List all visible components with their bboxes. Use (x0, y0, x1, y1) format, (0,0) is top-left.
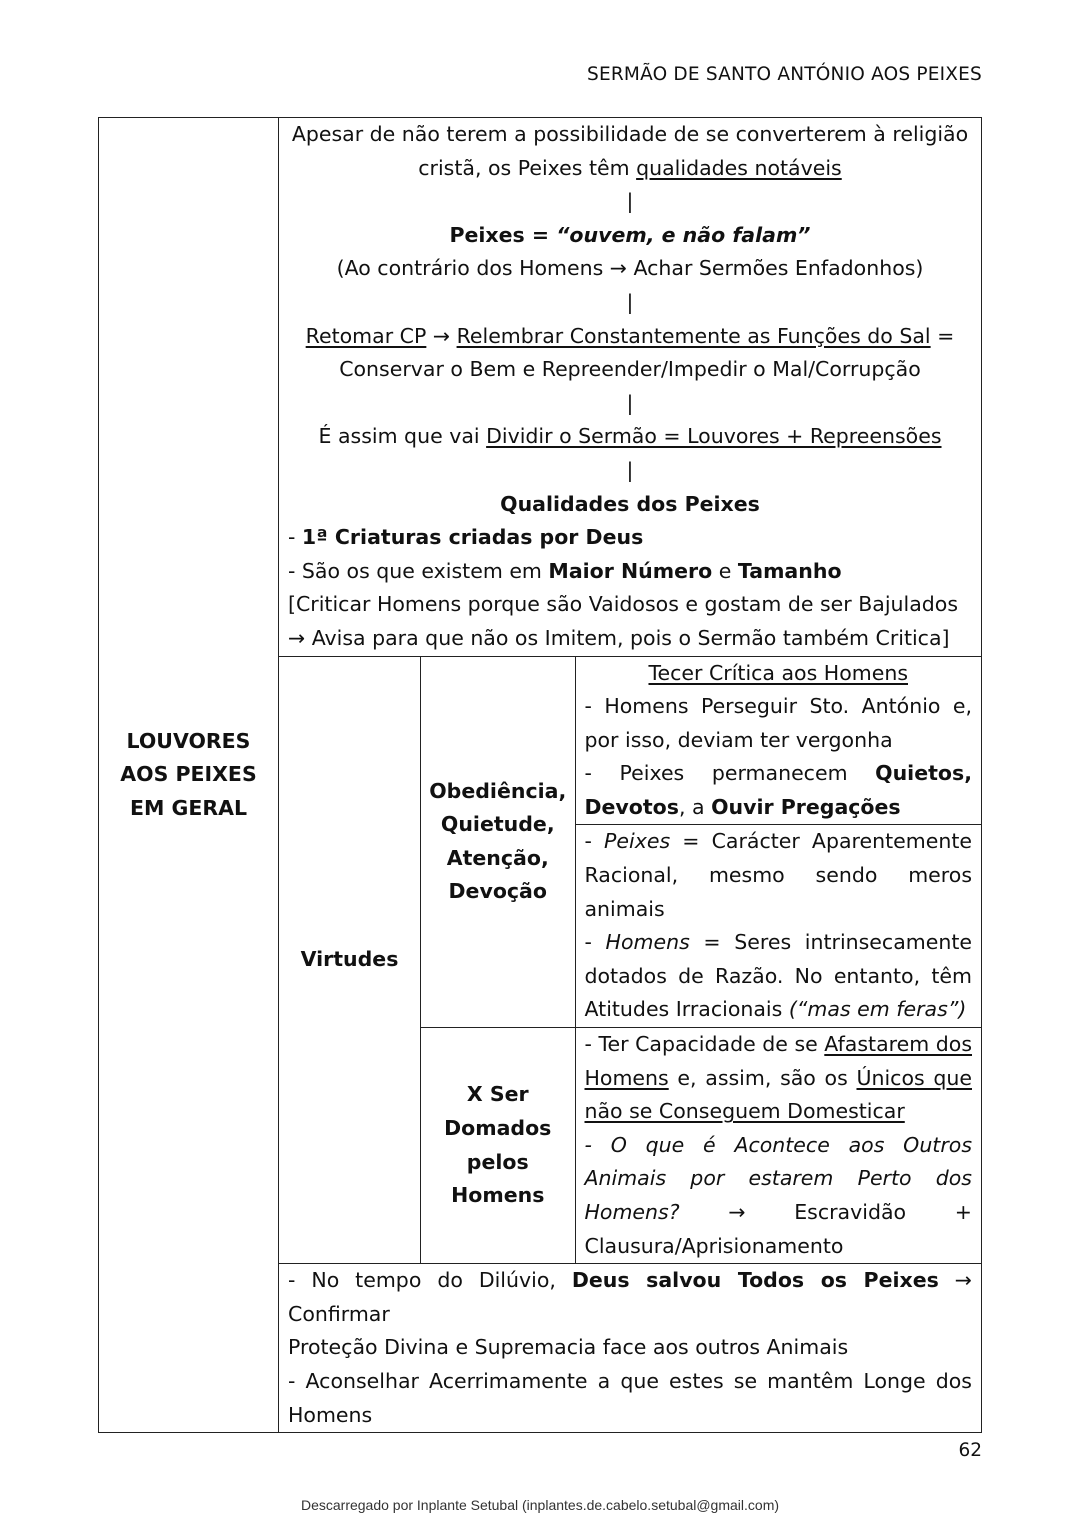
connector-bar: | (626, 189, 634, 214)
summary-table (98, 117, 982, 1433)
qualidade-item: - 1ª Criaturas criadas por Deus (288, 525, 644, 550)
virtudes-inner-table (421, 657, 981, 1264)
connector-bar: | (626, 457, 634, 482)
critica-title: Tecer Crítica aos Homens (648, 660, 908, 685)
retomar-line: Retomar CP → Relembrar Constantemente as Funções do Sal = (305, 323, 955, 348)
download-footer: Descarregado por Inplante Setubal (inplantes.de.cabelo.setubal@gmail.com) (300, 1497, 780, 1513)
section-label-line: EM GERAL (129, 795, 248, 820)
connector-bar: | (626, 289, 634, 314)
dividir-line: É assim que vai Dividir o Sermão = Louvores + Repreensões (318, 424, 942, 449)
qualidade-item: - São os que existem em Maior Número e Tamanho (288, 558, 842, 583)
racional-block: - Peixes = Carácter Aparentemente Racional, mesmo sendo meros animais - Homens = Seres intrinsecamente dotados de Razão. No entanto, têm Atitudes Irracionais (“mas em feras”) (575, 825, 981, 1028)
intro-cell (279, 118, 982, 657)
virtudes-label: Virtudes (300, 947, 399, 972)
qualidades-title: Qualidades dos Peixes (500, 491, 760, 516)
closing-cell: - No tempo do Dilúvio, Deus salvou Todos os Peixes → Confirmar Proteção Divina e Supremacia face aos outros Animais - Aconselhar Acerrimamente a que estes se mantêm Longe dos Homens (279, 1264, 982, 1433)
section-label-cell (99, 118, 279, 1433)
virtudes-label-cell (279, 656, 421, 1264)
arrow-icon: → (728, 1200, 746, 1224)
page-number: 62 (958, 1440, 982, 1461)
critica-block: Tecer Crítica aos Homens - Homens Perseguir Sto. António e, por isso, deviam ter vergonha - Peixes permanecem Quietos, Devotos, a Ouvir Pregações (575, 657, 981, 825)
intro-line: cristã, os Peixes têm qualidades notáveis (418, 155, 842, 180)
virtue-group-label: Obediência, Quietude, Atenção, Devoção (421, 657, 575, 1028)
intro-line: Apesar de não terem a possibilidade de se converterem à religião (291, 122, 969, 146)
conservar-line: Conservar o Bem e Repreender/Impedir o Mal/Corrupção (339, 357, 921, 382)
peixes-quote-line: Peixes = “ouvem, e não falam” (449, 222, 811, 247)
section-label-line: AOS PEIXES (120, 762, 257, 787)
connector-bar: | (626, 390, 634, 415)
running-header: SERMÃO DE SANTO ANTÓNIO AOS PEIXES (587, 64, 982, 85)
domesticar-block: - Ter Capacidade de se Afastarem dos Homens e, assim, são os Únicos que não se Conseguem Domesticar - O que é Acontece aos Outros Animais por estarem Perto dos Homens? → Escravidão + Clausura/Aprisionamento (575, 1028, 981, 1264)
virtue-group-label: X Ser Domados pelos Homens (421, 1028, 575, 1264)
qualidades-link-text: qualidades notáveis (636, 155, 842, 180)
virtudes-groups-cell (421, 656, 982, 1264)
criticar-note: [Criticar Homens porque são Vaidosos e gostam de ser Bajulados (288, 592, 959, 617)
section-label-line: LOUVORES (126, 728, 251, 753)
contrast-line: (Ao contrário dos Homens → Achar Sermões Enfadonhos) (336, 256, 924, 281)
criticar-note: → Avisa para que não os Imitem, pois o Sermão também Critica] (288, 625, 950, 650)
